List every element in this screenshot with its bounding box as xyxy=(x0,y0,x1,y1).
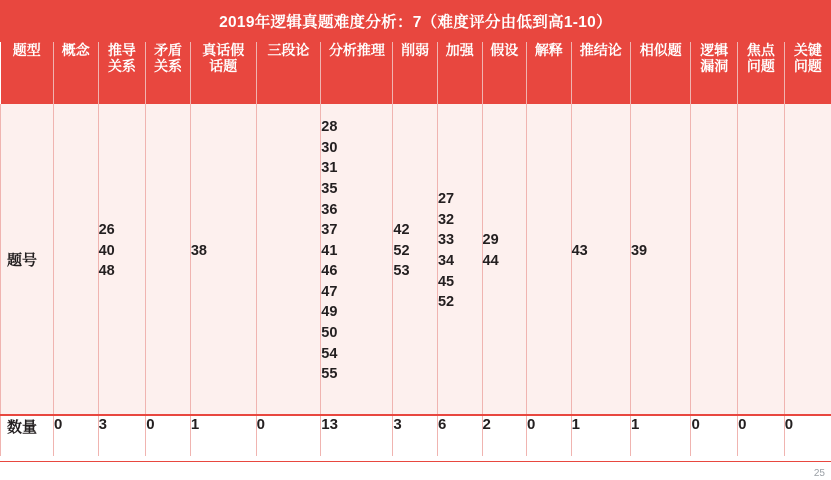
column-header-label: 题型 xyxy=(12,42,41,58)
column-header-label: 加强 xyxy=(445,42,474,58)
page-title-text: 2019年逻辑真题难度分析：7（难度评分由低到高1-10） xyxy=(219,14,612,31)
question-numbers-cell-7[interactable] xyxy=(393,104,438,415)
question-number: 27 xyxy=(437,191,455,208)
question-number-list xyxy=(99,104,146,398)
column-header-4[interactable] xyxy=(190,42,256,104)
page-title xyxy=(0,0,831,42)
question-numbers-cell-13[interactable] xyxy=(691,104,738,415)
column-header-label: 削弱 xyxy=(401,42,430,58)
column-header-label: 矛盾 关系 xyxy=(154,42,183,75)
question-number-list xyxy=(527,104,571,398)
question-number: 45 xyxy=(437,273,455,290)
question-numbers-cell-8[interactable] xyxy=(437,104,482,415)
count-cell-14[interactable]: 0 xyxy=(738,415,785,456)
table-row-counts xyxy=(1,415,831,456)
question-numbers-cell-6[interactable] xyxy=(321,104,393,415)
question-number: 44 xyxy=(482,253,499,269)
question-number: 54 xyxy=(321,345,338,362)
question-number: 41 xyxy=(321,242,338,259)
column-header-12[interactable] xyxy=(630,42,690,104)
question-number: 28 xyxy=(321,119,338,136)
column-header-label: 关键 问题 xyxy=(793,42,822,75)
question-number: 40 xyxy=(98,242,115,259)
question-number-list xyxy=(691,104,737,398)
question-number: 43 xyxy=(571,242,588,259)
question-number-list xyxy=(572,104,630,398)
question-number: 39 xyxy=(630,242,648,259)
column-header-label: 推结论 xyxy=(579,42,622,58)
question-number: 31 xyxy=(321,160,338,177)
column-header-label: 相似题 xyxy=(639,42,682,58)
column-header-label: 真话假 话题 xyxy=(202,42,245,75)
question-number-list xyxy=(785,104,831,398)
count-cell-12[interactable]: 1 xyxy=(630,415,690,456)
column-header-15[interactable] xyxy=(784,42,831,104)
question-number-list xyxy=(191,104,256,398)
count-cell-1[interactable]: 0 xyxy=(54,415,99,456)
count-cell-3[interactable]: 0 xyxy=(146,415,191,456)
count-cell-13[interactable]: 0 xyxy=(691,415,738,456)
question-number: 47 xyxy=(321,283,338,300)
question-number-list xyxy=(257,104,321,398)
count-cell-7[interactable]: 3 xyxy=(393,415,438,456)
question-number: 46 xyxy=(321,263,338,280)
column-header-label: 解释 xyxy=(534,42,563,58)
count-cell-5[interactable]: 0 xyxy=(256,415,321,456)
column-header-7[interactable] xyxy=(393,42,438,104)
column-header-8[interactable] xyxy=(437,42,482,104)
column-header-11[interactable] xyxy=(571,42,630,104)
question-number: 37 xyxy=(321,222,338,239)
count-cell-15[interactable]: 0 xyxy=(784,415,831,456)
question-number-list xyxy=(54,104,98,398)
question-number: 26 xyxy=(98,222,115,239)
question-number: 53 xyxy=(393,263,410,280)
question-numbers-cell-1[interactable] xyxy=(54,104,99,415)
question-number-list xyxy=(146,104,190,398)
column-header-label: 假设 xyxy=(490,42,519,58)
column-header-10[interactable] xyxy=(527,42,572,104)
question-number: 42 xyxy=(393,222,410,239)
question-number: 55 xyxy=(321,366,338,383)
column-header-3[interactable] xyxy=(146,42,191,104)
question-numbers-cell-4[interactable] xyxy=(190,104,256,415)
question-numbers-cell-5[interactable] xyxy=(256,104,321,415)
question-numbers-cell-11[interactable] xyxy=(571,104,630,415)
column-header-1[interactable] xyxy=(54,42,99,104)
footer-strip xyxy=(0,461,831,480)
column-header-2[interactable] xyxy=(98,42,146,104)
question-numbers-cell-9[interactable] xyxy=(482,104,527,415)
question-number: 30 xyxy=(321,139,338,156)
question-numbers-cell-12[interactable] xyxy=(630,104,690,415)
column-header-label: 焦点 问题 xyxy=(746,42,775,75)
question-number-list xyxy=(631,104,690,398)
column-header-label: 推导 关系 xyxy=(107,42,136,75)
column-header-9[interactable] xyxy=(482,42,527,104)
count-cell-11[interactable]: 1 xyxy=(571,415,630,456)
question-number: 33 xyxy=(437,232,455,249)
row-label-count[interactable]: 数量 xyxy=(1,415,54,456)
question-number: 38 xyxy=(190,242,207,259)
question-number-list xyxy=(438,104,482,398)
question-number: 49 xyxy=(321,304,338,321)
question-number: 48 xyxy=(98,263,115,280)
question-number: 34 xyxy=(437,253,455,269)
count-cell-6[interactable]: 13 xyxy=(321,415,393,456)
question-number: 52 xyxy=(437,294,455,311)
column-header-label: 概念 xyxy=(61,42,90,58)
question-numbers-cell-14[interactable] xyxy=(738,104,785,415)
question-numbers-cell-3[interactable] xyxy=(146,104,191,415)
column-header-label: 分析推理 xyxy=(328,42,385,58)
analysis-table xyxy=(0,42,831,456)
question-number: 50 xyxy=(321,325,338,342)
table-header-row xyxy=(1,42,831,104)
question-number: 36 xyxy=(321,201,338,218)
question-number: 32 xyxy=(437,211,455,228)
column-header-label: 逻辑 漏洞 xyxy=(700,42,729,75)
question-number: 29 xyxy=(482,232,499,249)
question-number-list xyxy=(483,104,527,398)
count-cell-4[interactable]: 1 xyxy=(190,415,256,456)
column-header-14[interactable] xyxy=(738,42,785,104)
column-header-13[interactable] xyxy=(691,42,738,104)
question-number: 35 xyxy=(321,180,338,197)
column-header-label: 三段论 xyxy=(267,42,310,58)
question-number-list xyxy=(738,104,784,398)
question-numbers-cell-2[interactable] xyxy=(98,104,146,415)
count-cell-9[interactable]: 2 xyxy=(482,415,527,456)
page-number: 25 xyxy=(813,468,825,479)
question-number-list xyxy=(321,104,392,398)
count-cell-10[interactable]: 0 xyxy=(527,415,572,456)
question-number: 52 xyxy=(393,242,410,259)
column-header-6[interactable] xyxy=(321,42,393,104)
question-numbers-cell-10[interactable] xyxy=(527,104,572,415)
table-row-question-numbers xyxy=(1,104,831,415)
question-numbers-cell-15[interactable] xyxy=(784,104,831,415)
row-label-question-numbers[interactable]: 题号 xyxy=(1,104,54,415)
question-number-list xyxy=(393,104,437,398)
count-cell-8[interactable]: 6 xyxy=(437,415,482,456)
column-header-5[interactable] xyxy=(256,42,321,104)
count-cell-2[interactable]: 3 xyxy=(98,415,146,456)
column-header-0[interactable] xyxy=(1,42,54,104)
